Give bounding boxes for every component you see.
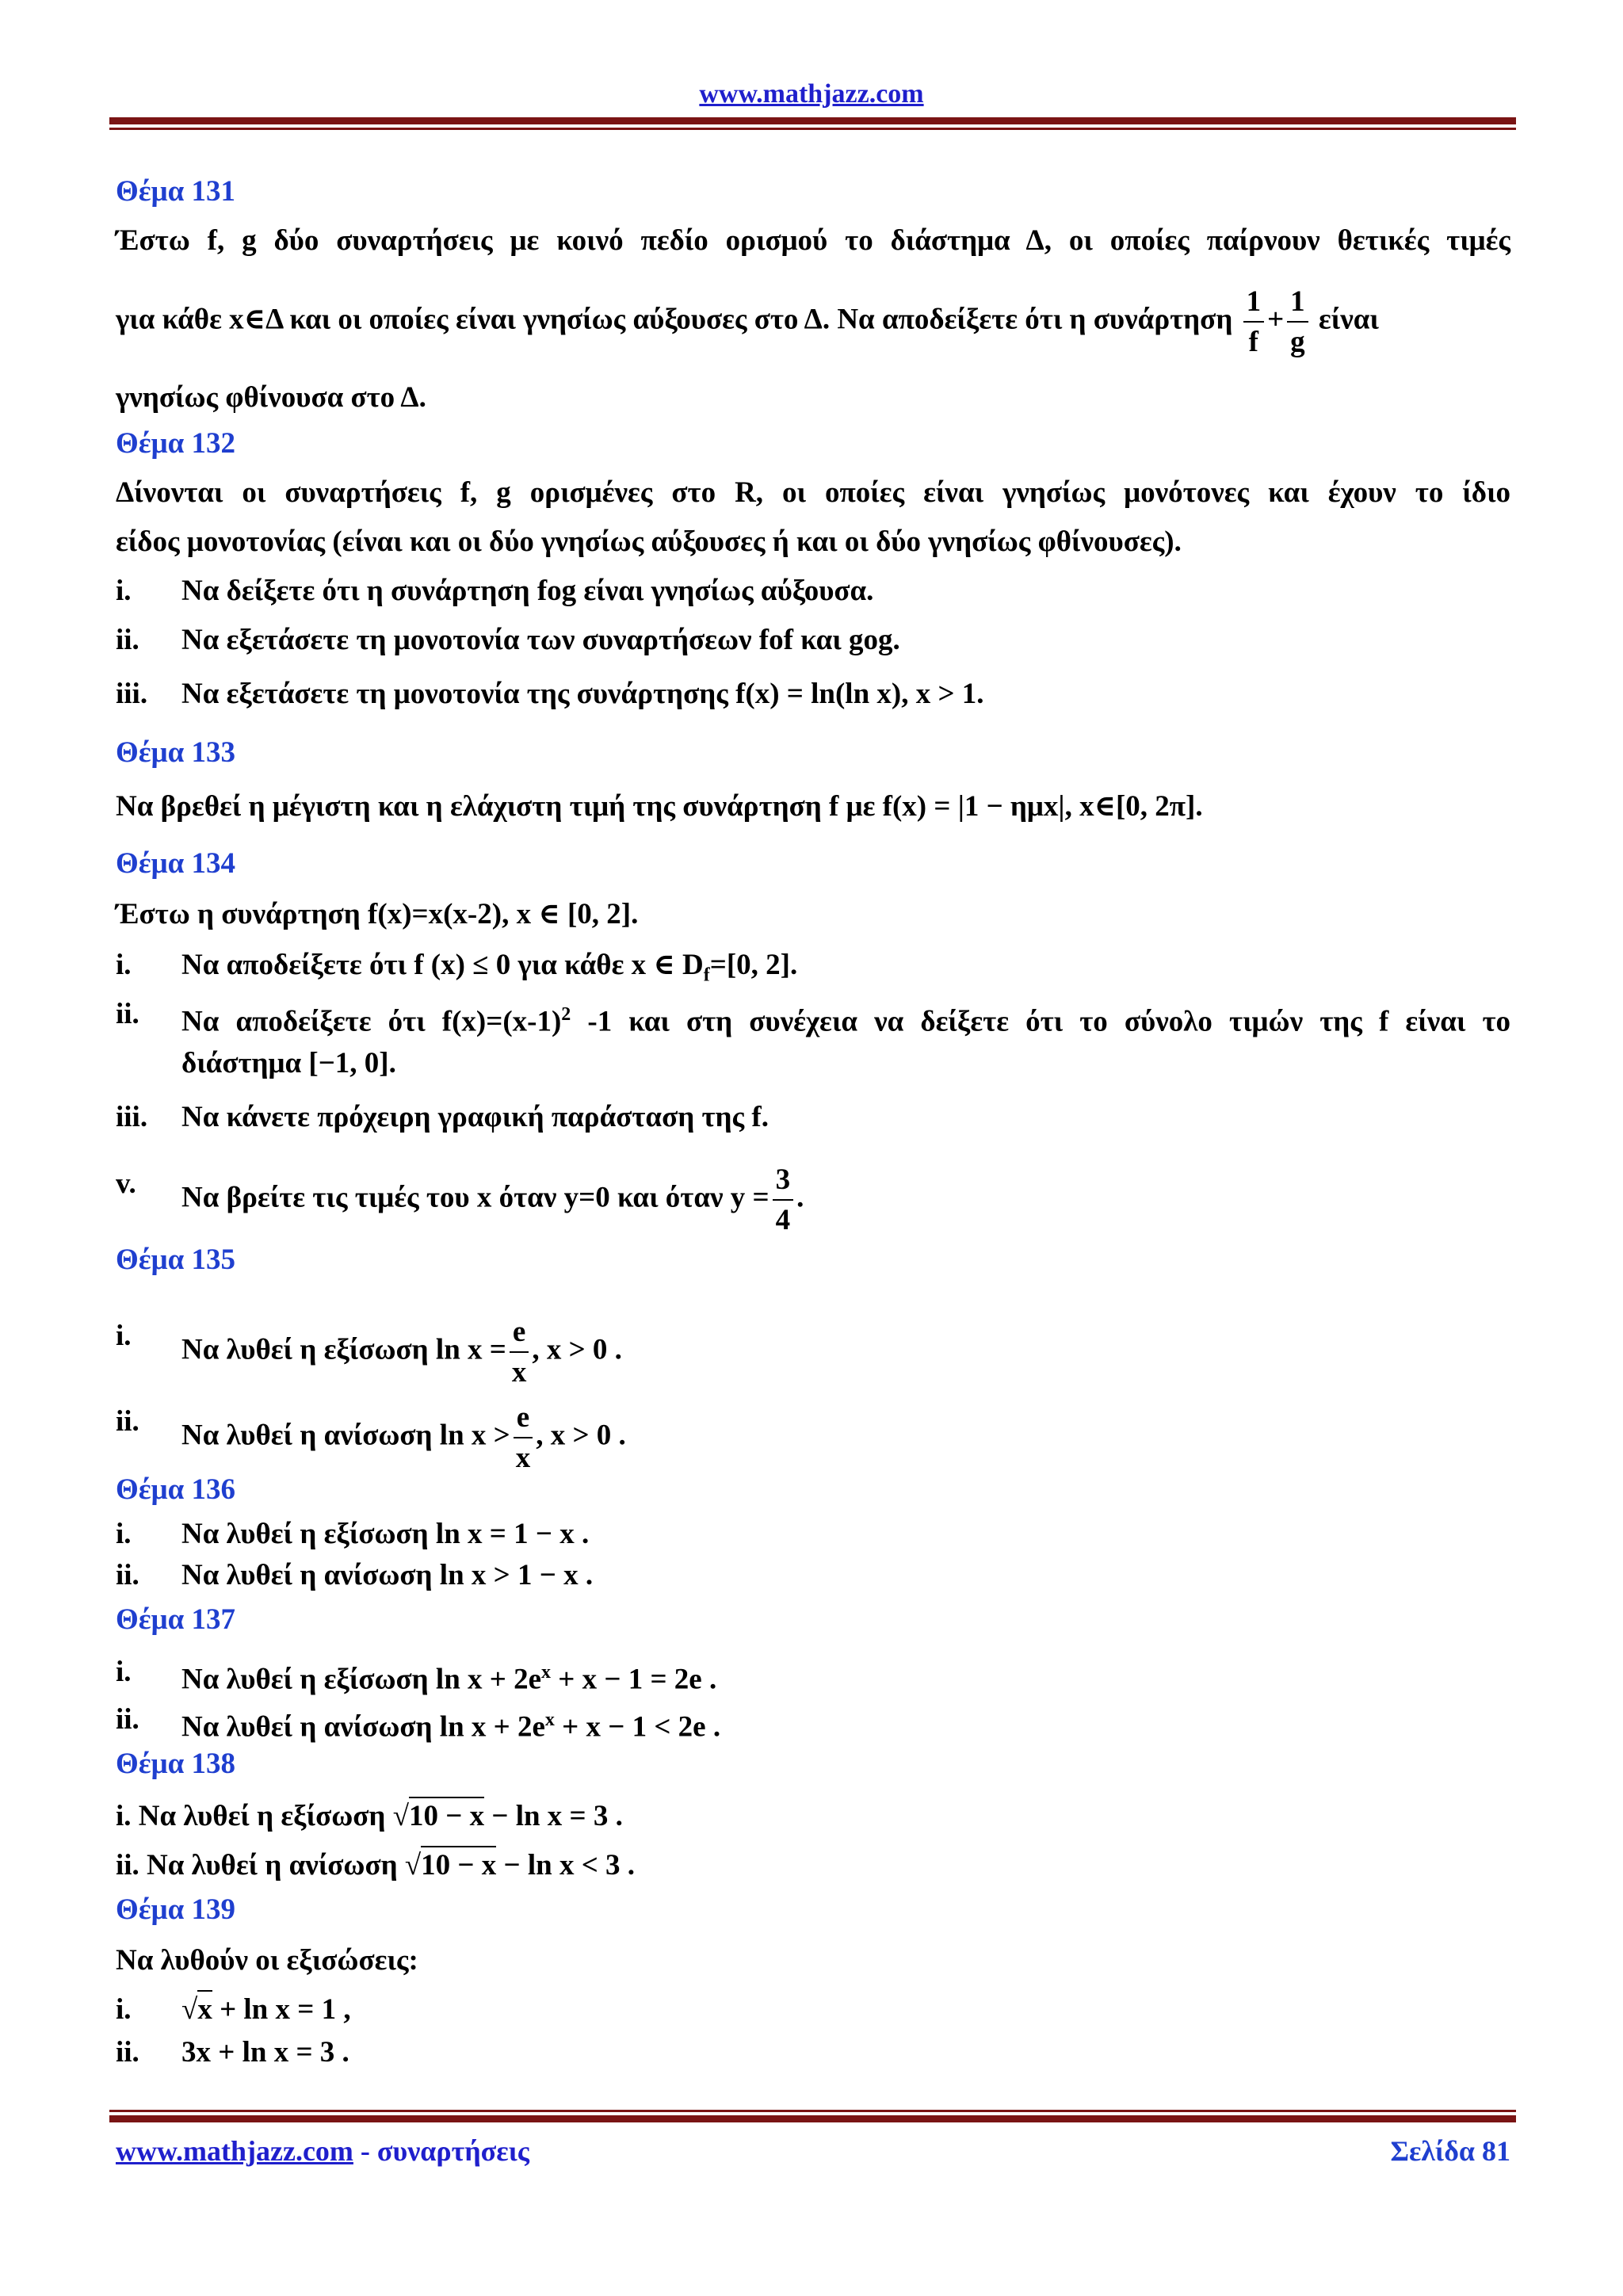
theme-138-title: Θέμα 138	[116, 1748, 235, 1780]
theme-133-title: Θέμα 133	[116, 736, 235, 769]
theme-131-line-3: γνησίως φθίνουσα στο Δ.	[116, 381, 426, 414]
theme-131-line-2-end: είναι	[1318, 303, 1379, 336]
fraction-e-over-x: $\frac{e}{x}$	[510, 1317, 529, 1387]
fraction-1-over-g: $\frac{1}{g}$	[1287, 287, 1308, 357]
sqrt-10-minus-x-2: 10 − x	[421, 1846, 496, 1881]
theme-131-title: Θέμα 131	[116, 175, 235, 208]
theme-137-title: Θέμα 137	[116, 1603, 235, 1636]
footer-page-number: Σελίδα 81	[1390, 2135, 1510, 2167]
footer-rule	[109, 2110, 1516, 2122]
theme-138-item-ii: ii. Να λυθεί η ανίσωση √10 − x − ln x < 3 .	[116, 1847, 1510, 1885]
fraction-3-over-4: $\frac{3}{4}$	[773, 1165, 794, 1235]
ln-ln-expression: f(x) = ln(ln x)	[735, 678, 902, 710]
theme-131-line-1: Έστω f, g δύο συναρτήσεις με κοινό πεδίο ορισμού το διάστημα Δ, οι οποίες παίρνουν θετικές τιμές	[116, 224, 1510, 257]
theme-132-line-1: Δίνονται οι συναρτήσεις f, g ορισμένες στο R, οι οποίες είναι γνησίως μονότονες και έχουν το ίδιο	[116, 476, 1510, 509]
theme-132-title: Θέμα 132	[116, 427, 235, 460]
abs-expression: f(x) = |1 − ημx|	[882, 790, 1065, 823]
sqrt-10-minus-x: 10 − x	[409, 1797, 484, 1832]
footer	[116, 2132, 1510, 2170]
sqrt-x: x	[197, 1990, 212, 2026]
theme-133-line-1: Να βρεθεί η μέγιστη και η ελάχιστη τιμή της συνάρτηση f με f(x) = |1 − ημx|, x∈[0, 2π].	[116, 790, 1203, 823]
theme-132-line-2: είδος μονοτονίας (είναι και οι δύο γνησίως αύξουσες ή και οι δύο γνησίως φθίνουσες).	[116, 525, 1182, 558]
theme-139-line-1: Να λυθούν οι εξισώσεις:	[116, 1944, 418, 1977]
header-rule	[109, 117, 1516, 130]
theme-131-line-2-text: για κάθε x∈Δ και οι οποίες είναι γνησίως αύξουσες στο Δ. Να αποδείξετε ότι η συνάρτηση	[116, 303, 1233, 336]
theme-134-title: Θέμα 134	[116, 847, 235, 880]
theme-139-title: Θέμα 139	[116, 1893, 235, 1926]
fraction-1-over-f: $\frac{1}{f}$	[1243, 287, 1265, 357]
footer-site-link[interactable]: www.mathjazz.com	[116, 2135, 353, 2167]
footer-topic: συναρτήσεις	[376, 2135, 529, 2167]
theme-135-title: Θέμα 135	[116, 1244, 235, 1276]
theme-136-title: Θέμα 136	[116, 1473, 235, 1506]
header-site-link[interactable]: www.mathjazz.com	[699, 79, 924, 109]
theme-134-line-1: Έστω η συνάρτηση f(x)=x(x-2), x ∈ [0, 2].	[116, 898, 639, 930]
fraction-e-over-x-2: $\frac{e}{x}$	[514, 1403, 533, 1473]
plus-sign: +	[1267, 303, 1285, 336]
theme-131-line-2	[116, 287, 1510, 357]
footer-separator: -	[353, 2135, 377, 2167]
theme-138-item-i: i. Να λυθεί η εξίσωση √10 − x − ln x = 3 .	[116, 1797, 1510, 1836]
